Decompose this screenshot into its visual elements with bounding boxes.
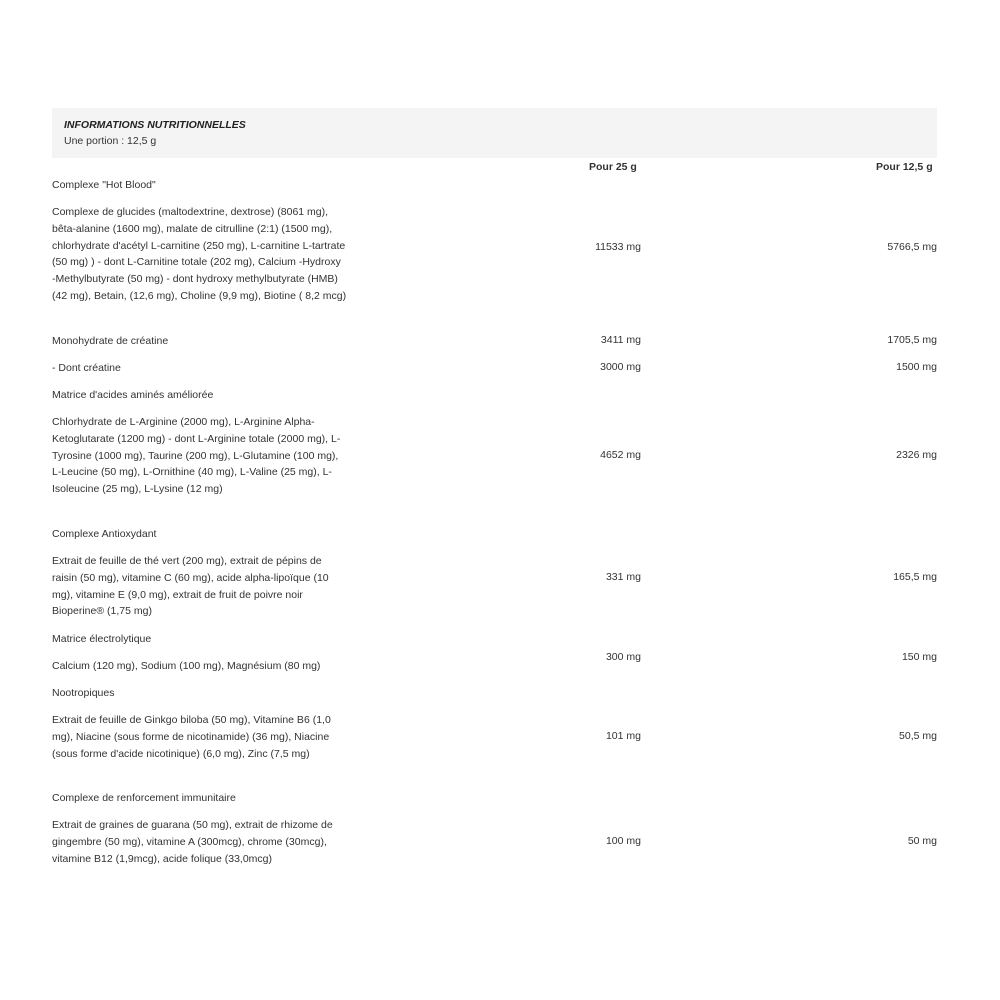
ingredient-description: Extrait de feuille de Ginkgo biloba (50 mg), Vitamine B6 (1,0 mg), Niacine (sous forme de nicotinamide) (36 mg), Niacine (sous forme d'acide nicotinique) (6,0 mg), Zinc (7,5 mg) bbox=[52, 714, 331, 760]
section-label: Matrice d'acides aminés améliorée bbox=[52, 389, 214, 401]
section-label: Complexe Antioxydant bbox=[52, 528, 157, 540]
nutrition-panel bbox=[52, 108, 937, 158]
column-header-25g: Pour 25 g bbox=[589, 161, 637, 173]
nutrition-title: INFORMATIONS NUTRITIONNELLES bbox=[64, 119, 246, 131]
ingredient-description: Extrait de graines de guarana (50 mg), extrait de rhizome de gingembre (50 mg), vitamine A (300mcg), chrome (30mcg), vitamine B12 (1,9mcg), acide folique (33,0mcg) bbox=[52, 819, 333, 865]
ingredient-description: - Dont créatine bbox=[52, 362, 121, 374]
section-label: Nootropiques bbox=[52, 687, 115, 699]
value-per-12-5g: 50,5 mg bbox=[899, 730, 937, 742]
value-per-12-5g: 50 mg bbox=[907, 835, 937, 847]
value-per-25g: 3000 mg bbox=[600, 361, 641, 373]
value-per-25g: 4652 mg bbox=[600, 449, 641, 461]
nutrition-header bbox=[52, 108, 937, 158]
ingredient-description: Complexe de glucides (maltodextrine, dextrose) (8061 mg), bêta-alanine (1600 mg), malate de citrulline (2:1) (1500 mg), chlorhydrate d'acétyl L-carnitine (250 mg), L-carnitine L-tartrate (50 mg) ) - dont L-Carnitine totale (202 mg), Calcium -Hydroxy -Methylbutyrate (50 mg) - dont hydroxy methylbutyrate (HMB) (42 mg), Betain, (12,6 mg), Choline (9,9 mg), Biotine ( 8,2 mcg) bbox=[52, 206, 347, 302]
ingredient-description: Chlorhydrate de L-Arginine (2000 mg), L-Arginine Alpha-Ketoglutarate (1200 mg) - dont L-Arginine totale (2000 mg), L-Tyrosine (1000 mg), Taurine (200 mg), L-Glutamine (100 mg), L-Leucine (50 mg), L-Ornithine (40 mg), L-Valine (25 mg), L-Isoleucine (25 mg), L-Lysine (12 mg) bbox=[52, 416, 341, 496]
section-label: Complexe de renforcement immunitaire bbox=[52, 792, 236, 804]
section-label: Complexe "Hot Blood" bbox=[52, 179, 156, 191]
value-per-12-5g: 1500 mg bbox=[896, 361, 937, 373]
value-per-25g: 3411 mg bbox=[600, 334, 641, 346]
section-label: Matrice électrolytique bbox=[52, 633, 152, 645]
portion-size: Une portion : 12,5 g bbox=[64, 135, 157, 147]
value-per-12-5g: 5766,5 mg bbox=[887, 241, 937, 253]
value-per-25g: 101 mg bbox=[605, 730, 641, 742]
value-per-25g: 11533 mg bbox=[595, 241, 641, 253]
ingredient-description: Calcium (120 mg), Sodium (100 mg), Magnésium (80 mg) bbox=[52, 660, 321, 672]
ingredient-description: Extrait de feuille de thé vert (200 mg), extrait de pépins de raisin (50 mg), vitamine C (60 mg), acide alpha-lipoïque (10 mg), vitamine E (9,0 mg), extrait de fruit de poivre noir Bioperine® (1,75 mg) bbox=[52, 555, 329, 618]
value-per-12-5g: 150 mg bbox=[901, 651, 937, 663]
ingredient-description: Monohydrate de créatine bbox=[52, 335, 169, 347]
value-per-12-5g: 1705,5 mg bbox=[887, 334, 937, 346]
value-per-25g: 100 mg bbox=[605, 835, 641, 847]
value-per-25g: 300 mg bbox=[605, 651, 641, 663]
value-per-12-5g: 165,5 mg bbox=[893, 571, 937, 583]
column-header-12-5g: Pour 12,5 g bbox=[876, 161, 933, 173]
value-per-25g: 331 mg bbox=[605, 571, 641, 583]
value-per-12-5g: 2326 mg bbox=[896, 449, 937, 461]
